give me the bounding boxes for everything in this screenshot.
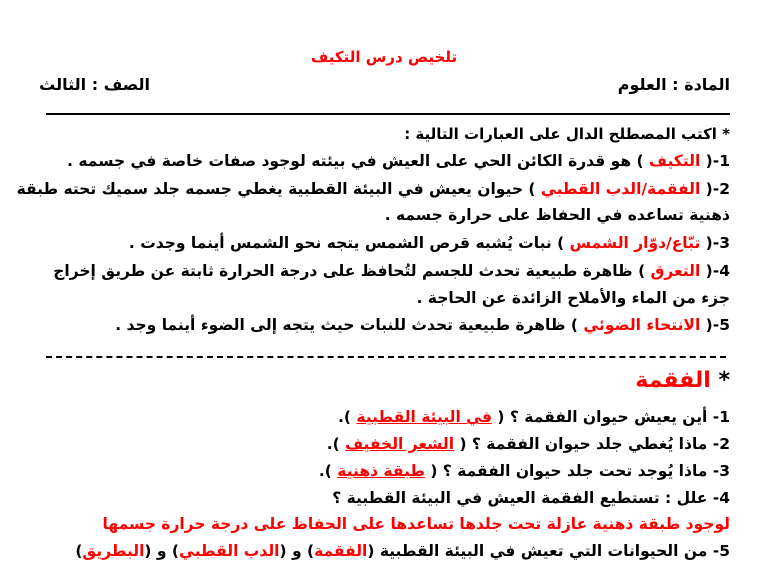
- conjunction: و: [156, 542, 167, 560]
- question-end: ).: [318, 462, 332, 480]
- star-bullet: *: [718, 368, 730, 393]
- term-4-continuation: [417, 289, 730, 307]
- term-definition: ذهنية تساعده في الحفاظ على حرارة جسمه .: [384, 206, 730, 224]
- question-answer: الشعر الخفيف: [345, 435, 455, 453]
- reason-answer: لوجود طبقة ذهنية عازلة تحت جلدها تساعدها على الحفاظ على درجة حرارة جسمها: [102, 515, 730, 533]
- term-number: 3-: [712, 234, 730, 252]
- term-2: 2-( الفقمة/الدب القطبي ) حيوان يعيش في البيئة القطبية يغطي جسمه جلد سميك تحته طبقة: [16, 180, 730, 198]
- question-text: 4- علل : تستطيع الفقمة العيش في البيئة القطبية ؟: [332, 489, 730, 507]
- term-5: 5-( الانتحاء الضوئي ) ظاهرة طبيعية تحدث للنبات حيث يتجه إلى الضوء أينما وجد .: [115, 316, 730, 334]
- question-text: 3- ماذا يُوجد تحت جلد حيوان الفقمة ؟ (: [430, 462, 730, 480]
- question-5: 5- من الحيوانات التي تعيش في البيئة القطبية (الفقمة) و (الدب القطبي) و (البطريق): [75, 542, 730, 560]
- term-definition: نبات يُشبه قرص الشمس يتجه نحو الشمس أينما وجدت .: [128, 234, 552, 252]
- term-word: الانتحاء الضوئي: [583, 316, 701, 334]
- instruction: * اكتب المصطلح الدال على العبارات التالية :: [404, 125, 730, 143]
- page-title: تلخيص درس التكيف: [310, 48, 458, 66]
- question-end: ).: [338, 408, 352, 426]
- animal-answer: الدب القطبي: [179, 542, 280, 560]
- question-4: [332, 489, 730, 507]
- term-word: الفقمة/الدب القطبي: [540, 180, 701, 198]
- term-1: 1-( التكيف ) هو قدرة الكائن الحي على العيش في بيئته لوجود صفات خاصة في جسمه .: [67, 152, 730, 170]
- term-4: 4-( التعرق ) ظاهرة طبيعية تحدث للجسم لتُحافظ على درجة الحرارة ثابتة عن طريق إخراج: [53, 262, 730, 280]
- question-1: [338, 408, 730, 426]
- term-definition: ظاهرة طبيعية تحدث للنبات حيث يتجه إلى الضوء أينما وجد .: [115, 316, 566, 334]
- section-divider: [46, 356, 726, 358]
- conjunction: و: [291, 542, 302, 560]
- question-2: [327, 435, 730, 453]
- question-text: 5- من الحيوانات التي تعيش في البيئة القطبية: [379, 542, 730, 560]
- question-text: 1- أين يعيش حيوان الفقمة ؟ (: [497, 408, 730, 426]
- term-number: 5-: [712, 316, 730, 334]
- subject-label: المادة : العلوم: [617, 75, 730, 94]
- question-end: ).: [326, 435, 340, 453]
- term-word: تبّاع/دوّار الشمس: [569, 234, 701, 252]
- term-word: التعرق: [650, 262, 701, 280]
- term-definition: هو قدرة الكائن الحي على العيش في بيئته لوجود صفات خاصة في جسمه .: [67, 152, 632, 170]
- animal-answer: الفقمة: [314, 542, 368, 560]
- term-definition: جزء من الماء والأملاح الزائدة عن الحاجة .: [416, 289, 730, 307]
- animal-answer: البطريق: [82, 542, 145, 560]
- header-divider: [46, 113, 730, 115]
- section-heading: [635, 368, 730, 393]
- term-number: 1-: [712, 152, 730, 170]
- section-title: الفقمة: [635, 368, 711, 393]
- term-number: 4-: [712, 262, 730, 280]
- term-number: 2-: [712, 180, 730, 198]
- question-answer: طبقة ذهنية: [337, 462, 425, 480]
- grade-label: الصف : الثالث: [39, 75, 150, 94]
- term-2-continuation: [385, 206, 730, 224]
- question-answer: في البيئة القطبية: [356, 408, 493, 426]
- term-word: التكيف: [649, 152, 701, 170]
- question-3: [319, 462, 730, 480]
- term-definition: حيوان يعيش في البيئة القطبية يغطي جسمه جلد سميك تحته طبقة: [16, 180, 524, 198]
- term-3: 3-( تبّاع/دوّار الشمس ) نبات يُشبه قرص الشمس يتجه نحو الشمس أينما وجدت .: [128, 234, 730, 252]
- question-text: 2- ماذا يُغطي جلد حيوان الفقمة ؟ (: [459, 435, 730, 453]
- term-definition: ظاهرة طبيعية تحدث للجسم لتُحافظ على درجة الحرارة ثابتة عن طريق إخراج: [53, 262, 633, 280]
